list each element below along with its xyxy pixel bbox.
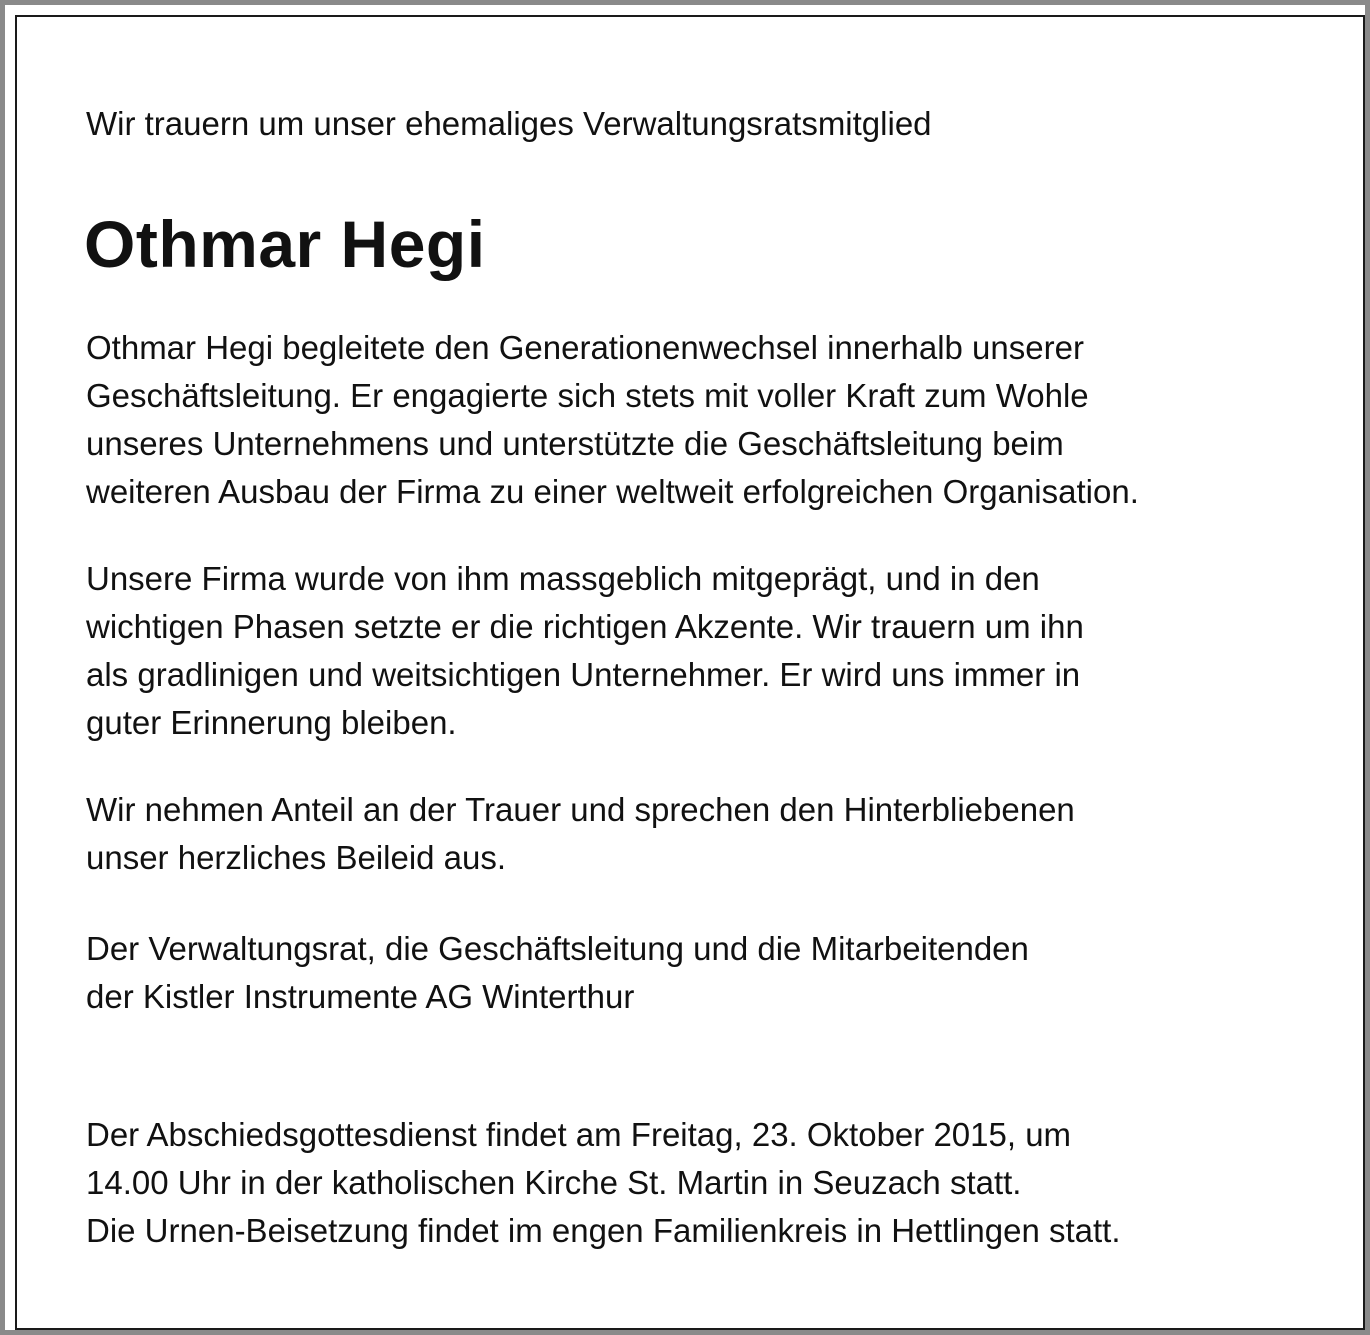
text-line: guter Erinnerung bleiben. bbox=[86, 704, 457, 741]
text-line: Wir nehmen Anteil an der Trauer und sprechen den Hinterbliebenen bbox=[86, 791, 1075, 828]
paragraph-remembrance bbox=[86, 555, 1084, 747]
paragraph-signature bbox=[86, 925, 1029, 1021]
text-line: Geschäftsleitung. Er engagierte sich stets mit voller Kraft zum Wohle bbox=[86, 377, 1089, 414]
text-line: unser herzliches Beileid aus. bbox=[86, 839, 507, 876]
text-line: Der Abschiedsgottesdienst findet am Freitag, 23. Oktober 2015, um bbox=[86, 1116, 1072, 1153]
text-line: Der Verwaltungsrat, die Geschäftsleitung und die Mitarbeitenden bbox=[86, 930, 1029, 967]
text-line: der Kistler Instrumente AG Winterthur bbox=[86, 978, 635, 1015]
intro-line: Wir trauern um unser ehemaliges Verwaltungsratsmitglied bbox=[86, 105, 932, 142]
paragraph-condolence bbox=[86, 786, 1075, 882]
text-line: Othmar Hegi begleitete den Generationenwechsel innerhalb unserer bbox=[86, 329, 1084, 366]
text-line: Unsere Firma wurde von ihm massgeblich mitgeprägt, und in den bbox=[86, 560, 1040, 597]
text-line: 14.00 Uhr in der katholischen Kirche St. Martin in Seuzach statt. bbox=[86, 1164, 1022, 1201]
text-line: Die Urnen-Beisetzung findet im engen Familienkreis in Hettlingen statt. bbox=[86, 1212, 1121, 1249]
paragraph-tribute bbox=[86, 324, 1139, 516]
text-line: unseres Unternehmens und unterstützte die Geschäftsleitung beim bbox=[86, 425, 1064, 462]
deceased-name: Othmar Hegi bbox=[84, 207, 486, 281]
text-line: wichtigen Phasen setzte er die richtigen Akzente. Wir trauern um ihn bbox=[86, 608, 1084, 645]
text-line: weiteren Ausbau der Firma zu einer weltweit erfolgreichen Organisation. bbox=[86, 473, 1139, 510]
paragraph-service-details bbox=[86, 1111, 1121, 1255]
text-line: als gradlinigen und weitsichtigen Unternehmer. Er wird uns immer in bbox=[86, 656, 1081, 693]
